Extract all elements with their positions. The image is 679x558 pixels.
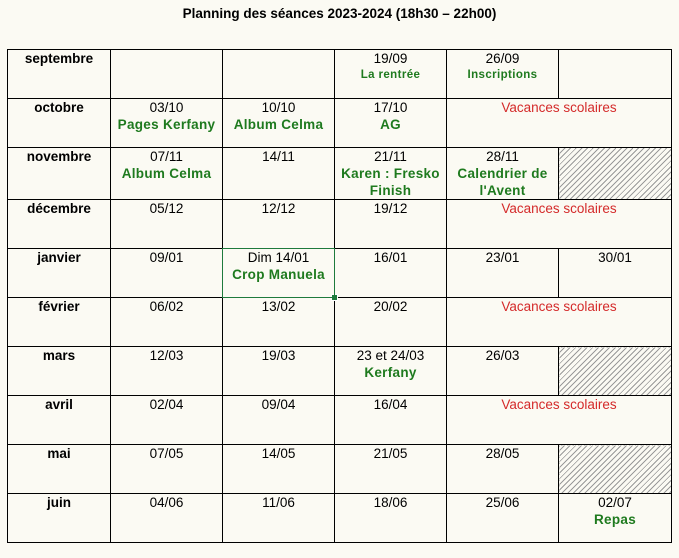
session-date: 23 et 24/03	[356, 348, 425, 363]
month-cell[interactable]: mai	[8, 445, 111, 494]
session-date: 02/04	[149, 397, 184, 412]
session-date: 16/04	[373, 397, 408, 412]
month-cell[interactable]: décembre	[8, 200, 111, 249]
session-cell[interactable]	[223, 99, 335, 148]
session-date: 23/01	[485, 250, 520, 265]
session-date: 17/10	[373, 100, 408, 115]
session-date: 12/03	[149, 348, 184, 363]
session-date: Dim 14/01	[247, 250, 310, 265]
session-date: 09/04	[261, 397, 296, 412]
session-cell[interactable]	[559, 50, 672, 99]
session-event: Album Celma	[121, 166, 212, 181]
session-date: 21/05	[373, 446, 408, 461]
session-cell[interactable]	[223, 494, 335, 543]
session-date: 02/07	[598, 495, 632, 510]
session-event: Repas	[593, 512, 637, 527]
session-event: Crop Manuela	[232, 267, 325, 282]
session-cell[interactable]	[111, 249, 223, 298]
month-cell[interactable]: janvier	[8, 249, 111, 298]
session-cell[interactable]	[223, 50, 335, 99]
session-cell[interactable]	[111, 298, 223, 347]
session-date: 07/05	[149, 446, 184, 461]
session-cell[interactable]	[335, 396, 447, 445]
session-cell[interactable]	[223, 200, 335, 249]
session-cell[interactable]	[111, 396, 223, 445]
vacation-cell[interactable]: Vacances scolaires	[447, 99, 672, 148]
session-cell[interactable]	[111, 50, 223, 99]
session-cell[interactable]	[559, 249, 672, 298]
session-cell[interactable]	[335, 148, 447, 200]
session-date: 26/03	[485, 348, 520, 363]
session-event: Karen : Fresko Finish	[341, 166, 440, 198]
session-date: 19/12	[373, 201, 408, 216]
session-date: 21/11	[374, 149, 407, 164]
session-event: Calendrier de l'Avent	[457, 166, 548, 198]
session-cell[interactable]	[559, 494, 672, 543]
table-row	[8, 445, 672, 494]
session-date: 18/06	[373, 495, 408, 510]
vacation-cell[interactable]: Vacances scolaires	[447, 298, 672, 347]
session-cell[interactable]	[447, 494, 559, 543]
table-row	[8, 99, 672, 148]
session-cell[interactable]	[111, 445, 223, 494]
month-cell[interactable]: avril	[8, 396, 111, 445]
session-date: 09/01	[149, 250, 184, 265]
session-event: AG	[380, 117, 401, 132]
session-date: 19/03	[261, 348, 296, 363]
hatched-cell[interactable]	[559, 445, 672, 494]
table-row	[8, 298, 672, 347]
session-cell[interactable]	[111, 148, 223, 200]
session-date: 07/11	[150, 149, 183, 164]
session-cell[interactable]	[447, 148, 559, 200]
session-date: 30/01	[598, 250, 632, 265]
session-cell[interactable]	[223, 298, 335, 347]
session-event: Pages Kerfany	[117, 117, 216, 132]
session-cell[interactable]	[335, 99, 447, 148]
month-cell[interactable]: octobre	[8, 99, 111, 148]
session-date: 13/02	[261, 299, 296, 314]
session-cell[interactable]	[111, 99, 223, 148]
vacation-cell[interactable]: Vacances scolaires	[447, 396, 672, 445]
session-cell[interactable]	[447, 347, 559, 396]
month-cell[interactable]: février	[8, 298, 111, 347]
session-date: 04/06	[149, 495, 184, 510]
session-cell[interactable]	[223, 148, 335, 200]
vacation-cell[interactable]: Vacances scolaires	[447, 200, 672, 249]
session-cell[interactable]	[111, 200, 223, 249]
session-date: 14/11	[262, 149, 295, 164]
session-cell[interactable]	[447, 445, 559, 494]
hatched-cell[interactable]	[559, 347, 672, 396]
session-date: 20/02	[373, 299, 408, 314]
month-cell[interactable]: septembre	[8, 50, 111, 99]
session-cell[interactable]	[447, 50, 559, 99]
table-row	[8, 200, 672, 249]
table-row	[8, 50, 672, 99]
session-date: 19/09	[373, 51, 408, 66]
session-cell[interactable]	[335, 445, 447, 494]
table-row	[8, 249, 672, 298]
hatched-cell[interactable]	[559, 148, 672, 200]
session-event: Kerfany	[364, 365, 417, 380]
month-cell[interactable]: mars	[8, 347, 111, 396]
table-row	[8, 396, 672, 445]
fill-handle[interactable]	[331, 294, 338, 301]
session-date: 14/05	[261, 446, 296, 461]
session-event: La rentrée	[360, 69, 421, 81]
table-row	[8, 148, 672, 200]
session-date: 11/06	[262, 495, 295, 510]
session-date: 06/02	[149, 299, 184, 314]
session-date: 26/09	[485, 51, 520, 66]
session-date: 16/01	[373, 250, 408, 265]
session-date: 28/05	[485, 446, 520, 461]
session-date: 28/11	[486, 149, 519, 164]
month-cell[interactable]: novembre	[8, 148, 111, 200]
session-cell[interactable]	[223, 445, 335, 494]
session-cell[interactable]	[447, 249, 559, 298]
selected-session-cell[interactable]	[223, 249, 335, 298]
session-date: 03/10	[149, 100, 184, 115]
session-event: Inscriptions	[467, 69, 538, 81]
session-cell[interactable]	[223, 396, 335, 445]
table-row	[8, 494, 672, 543]
page-title: Planning des séances 2023-2024 (18h30 – 22h00)	[182, 6, 497, 21]
session-cell[interactable]	[223, 347, 335, 396]
session-cell[interactable]	[335, 298, 447, 347]
session-cell[interactable]	[335, 200, 447, 249]
session-date: 10/10	[261, 100, 296, 115]
table-row	[8, 347, 672, 396]
session-cell[interactable]	[335, 494, 447, 543]
schedule-table	[7, 49, 672, 543]
session-cell[interactable]	[111, 494, 223, 543]
month-cell[interactable]: juin	[8, 494, 111, 543]
session-date: 12/12	[261, 201, 296, 216]
session-cell[interactable]	[335, 347, 447, 396]
session-cell[interactable]	[335, 249, 447, 298]
session-cell[interactable]	[335, 50, 447, 99]
session-cell[interactable]	[111, 347, 223, 396]
session-date: 25/06	[485, 495, 520, 510]
session-date: 05/12	[149, 201, 184, 216]
session-event: Album Celma	[233, 117, 324, 132]
